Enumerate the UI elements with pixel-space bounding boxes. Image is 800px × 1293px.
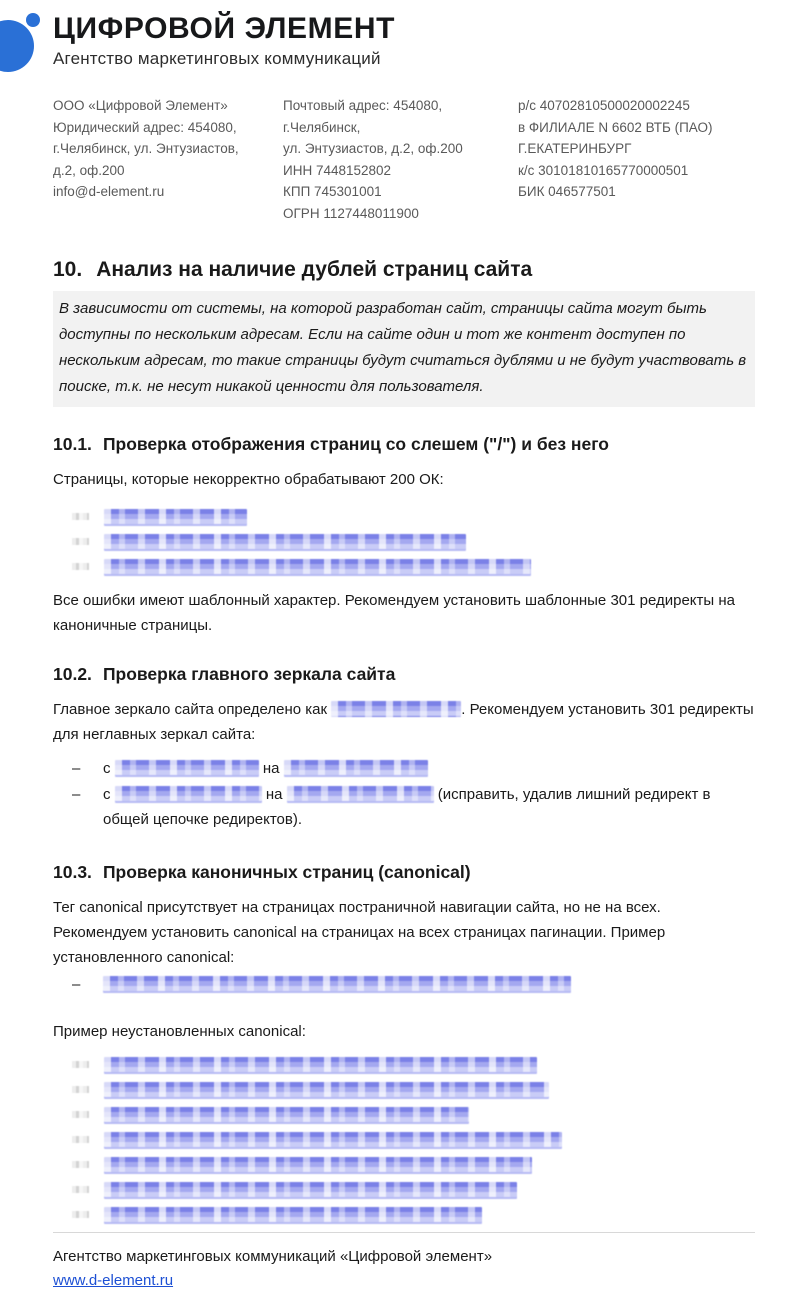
- list-item: [72, 509, 755, 524]
- section-10-3-paragraph: Тег canonical присутствует на страницах постраничной навигации сайта, но не на всех. Рекомендуем установить canonical на страницах на всех страницах пагинации. Пример установленного canonical:: [53, 899, 666, 966]
- section-10-2-paragraph: [53, 697, 755, 747]
- redacted-link[interactable]: [104, 1132, 562, 1147]
- company-info-line: р/с 40702810500020002245: [518, 98, 690, 113]
- section-10-2-title: Проверка главного зеркала сайта: [102, 664, 396, 684]
- company-info: [53, 95, 755, 224]
- list-item: [72, 1207, 755, 1222]
- section-10-2-number: 10.2.: [53, 664, 92, 684]
- header: [53, 12, 755, 78]
- redacted-link[interactable]: [104, 1082, 549, 1097]
- footer: [53, 1232, 755, 1293]
- section-10-1-outro: Все ошибки имеют шаблонный характер. Рекомендуем установить шаблонные 301 редиректы на каноничные страницы.: [53, 592, 735, 634]
- list-item: [72, 782, 755, 832]
- list-item: [72, 1182, 755, 1197]
- company-info-legal: [53, 95, 283, 224]
- redirect-suffix: (исправить, удалив лишний редирект в общей цепочке редиректов).: [103, 786, 711, 828]
- company-info-line: к/с 30101810165770000501: [518, 162, 689, 178]
- company-info-line: КПП 745301001: [283, 184, 382, 199]
- bullet-icon: [72, 1211, 89, 1218]
- bullet-icon: [72, 1111, 89, 1118]
- redacted-mirror-url: [331, 701, 461, 717]
- section-10-1-error-list: [53, 509, 755, 584]
- section-10-3-number: 10.3.: [53, 862, 92, 882]
- company-info-line: info@d-element.ru: [53, 184, 165, 199]
- redirect-rule: [103, 782, 755, 832]
- redirect-mid: на: [258, 760, 284, 777]
- redacted-link[interactable]: [104, 509, 247, 524]
- redacted-link[interactable]: [115, 786, 262, 801]
- section-10-3-title: Проверка каноничных страниц (canonical): [102, 862, 471, 882]
- list-item: [72, 1107, 755, 1122]
- company-logo-icon: [0, 12, 44, 74]
- section-10-heading: [53, 258, 755, 282]
- redacted-link[interactable]: [104, 1057, 537, 1072]
- missing-canonical-label: Пример неустановленных canonical:: [53, 1023, 306, 1040]
- section-10-number: 10.: [53, 258, 83, 281]
- redirect-prefix: с: [103, 760, 115, 777]
- list-item: [72, 756, 755, 781]
- company-info-line: ОГРН 1127448011900: [283, 205, 419, 221]
- list-item: [72, 1082, 755, 1097]
- list-item: [72, 559, 755, 574]
- section-10-1-heading: [53, 434, 755, 455]
- footer-link[interactable]: www.d-element.ru: [53, 1272, 174, 1289]
- redacted-link[interactable]: [104, 1157, 532, 1172]
- company-info-line: ИНН 7448152802: [283, 162, 392, 178]
- company-info-line: Юридический адрес: 454080,: [53, 119, 237, 135]
- company-info-line: Почтовый адрес: 454080, г.Челябинск,: [283, 98, 443, 135]
- list-item: [72, 534, 755, 549]
- canonical-example-item: [72, 972, 755, 997]
- bullet-icon: [72, 1161, 89, 1168]
- missing-canonical-list: [53, 1057, 755, 1232]
- redacted-link[interactable]: [104, 1107, 469, 1122]
- bullet-icon: [72, 1136, 89, 1143]
- redirect-prefix: с: [103, 786, 115, 803]
- footer-text: Агентство маркетинговых коммуникаций «Цифровой элемент»: [53, 1248, 493, 1265]
- section-10-2-redirect-list: [53, 756, 755, 833]
- logo-dot: [26, 13, 40, 27]
- list-item: [72, 1132, 755, 1147]
- brand-subtitle: Агентство маркетинговых коммуникаций: [53, 49, 381, 68]
- mirror-text-after: . Рекомендуем установить 301 редиректы для неглавных зеркал сайта:: [53, 701, 754, 743]
- redacted-link[interactable]: [115, 760, 259, 775]
- redacted-link[interactable]: [104, 1182, 517, 1197]
- company-info-line: ООО «Цифровой Элемент»: [53, 98, 228, 113]
- section-10-2-heading: [53, 664, 755, 685]
- bullet-icon: [72, 1086, 89, 1093]
- redacted-link[interactable]: [287, 786, 434, 801]
- dash-bullet: –: [72, 976, 81, 993]
- section-10-1-number: 10.1.: [53, 434, 92, 454]
- section-10-1-intro: Страницы, которые некорректно обрабатывают 200 ОК:: [53, 471, 444, 488]
- company-info-line: Г.ЕКАТЕРИНБУРГ: [518, 141, 632, 156]
- bullet-icon: [72, 1061, 89, 1068]
- canonical-example: [103, 972, 755, 997]
- redacted-link[interactable]: [104, 1207, 482, 1222]
- company-info-line: г.Челябинск, ул. Энтузиастов,: [53, 141, 239, 156]
- section-10-note: В зависимости от системы, на которой разработан сайт, страницы сайта могут быть доступны по нескольким адресам. Если на сайте один и тот же контент доступен по нескольким адресам, то такие страницы будут считаться дублями и не будут участвовать в поиске, т.к. не несут никакой ценности для пользователя.: [53, 291, 755, 407]
- redacted-link[interactable]: [104, 559, 531, 574]
- redacted-link[interactable]: [104, 534, 466, 549]
- company-info-postal: [283, 95, 518, 224]
- redirect-rule: [103, 756, 755, 781]
- company-info-bank: [518, 95, 755, 224]
- redirect-mid: на: [261, 786, 287, 803]
- company-info-line: д.2, оф.200: [53, 162, 125, 178]
- section-10-1-title: Проверка отображения страниц со слешем ("/") и без него: [102, 434, 609, 454]
- company-info-line: БИК 046577501: [518, 184, 616, 199]
- dash-bullet: –: [72, 760, 81, 777]
- list-item: [72, 1157, 755, 1172]
- bullet-icon: [72, 1186, 89, 1193]
- redacted-link[interactable]: [284, 760, 428, 775]
- redacted-link[interactable]: [103, 976, 571, 991]
- list-item: [72, 1057, 755, 1072]
- company-info-line: ул. Энтузиастов, д.2, оф.200: [283, 141, 463, 156]
- bullet-icon: [72, 538, 89, 545]
- bullet-icon: [72, 563, 89, 570]
- brand-title: ЦИФРОВОЙ ЭЛЕМЕНТ: [53, 12, 396, 45]
- mirror-text-before: Главное зеркало сайта определено как: [53, 701, 332, 718]
- bullet-icon: [72, 513, 89, 520]
- company-info-line: в ФИЛИАЛЕ N 6602 ВТБ (ПАО): [518, 119, 713, 135]
- logo-circle: [0, 20, 34, 72]
- dash-bullet: –: [72, 786, 81, 803]
- section-10-3-heading: [53, 862, 755, 883]
- section-10-title: Анализ на наличие дублей страниц сайта: [96, 258, 533, 281]
